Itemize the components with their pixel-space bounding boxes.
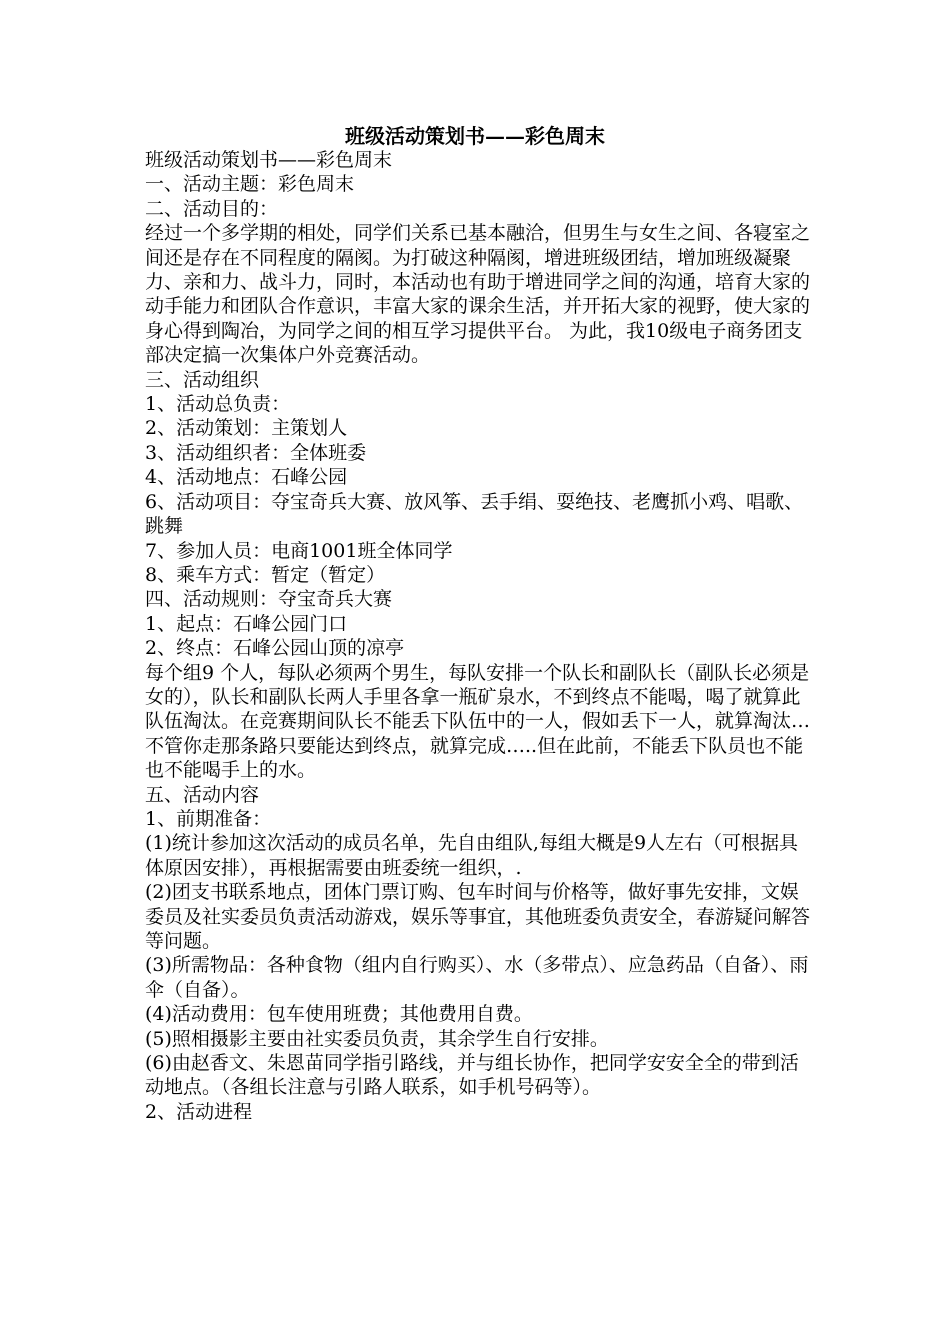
- paragraph-organization-heading: 三、活动组织: [145, 368, 260, 391]
- paragraph-org-items: 6、活动项目：夺宝奇兵大赛、放风筝、丢手绢、耍绝技、老鹰抓小鸡、唱歌、跳舞: [145, 490, 804, 538]
- paragraph-purpose-heading: 二、活动目的：: [145, 197, 279, 220]
- paragraph-org-organizer: 3、活动组织者：全体班委: [145, 441, 367, 464]
- paragraph-rules-text: 每个组9 个人，每队必须两个男生，每队安排一个队长和副队长（副队长必须是女的），队长和副队长两人手里各拿一瓶矿泉水，不到终点不能喝，喝了就算此队伍淘汰。在竞赛期间队长不能丢下队伍中的一人，假如丢下一人，就算淘汰…不管你走那条路只要能达到终点，就算完成…..但在此前，不能丢下队员也不能也不能喝手上的水。: [145, 661, 811, 782]
- paragraph-purpose-text: 经过一个多学期的相处，同学们关系已基本融洽，但男生与女生之间、各寝室之间还是存在不同程度的隔阂。为打破这种隔阂，增进班级团结，增加班级凝聚力、亲和力、战斗力，同时，本活动也有助于增进同学之间的沟通，培育大家的动手能力和团队合作意识，丰富大家的课余生活，并开拓大家的视野，使大家的身心得到陶冶，为同学之间的相互学习提供平台。 为此，我10级电子商务团支部决定搞一次集体户外竞赛活动。: [145, 222, 811, 367]
- document-title: 班级活动策划书——彩色周末: [345, 124, 605, 148]
- document-body: [145, 148, 810, 1124]
- paragraph-prep-6: (6)由赵香文、朱恩苗同学指引路线，并与组长协作，把同学安安全全的带到活动地点。（各组长注意与引路人联系，如手机号码等）。: [145, 1052, 799, 1099]
- paragraph-content-heading: 五、活动内容: [145, 783, 260, 806]
- paragraph-prep-4: (4)活动费用：包车使用班费；其他费用自费。: [145, 1003, 533, 1026]
- paragraph-theme: 一、活动主题：彩色周末: [145, 173, 355, 196]
- paragraph-rules-end: 2、终点：石峰公园山顶的凉亭: [145, 637, 405, 660]
- paragraph-prep-2: (2)团支书联系地点，团体门票订购、包车时间与价格等，做好事先安排，文娱委员及社实委员负责活动游戏，娱乐等事宜，其他班委负责安全，春游疑问解答等问题。: [145, 881, 811, 952]
- paragraph-org-leader: 1、活动总负责：: [145, 393, 291, 416]
- paragraph-org-location: 4、活动地点：石峰公园: [145, 466, 348, 489]
- paragraph-prep-1: (1)统计参加这次活动的成员名单，先自由组队,每组大概是9人左右（可根据具体原因安排），再根据需要由班委统一组织，.: [145, 832, 799, 879]
- paragraph-prep-3: (3)所需物品：各种食物（组内自行购买）、水（多带点）、应急药品（自备）、雨伞（自备）。: [145, 954, 809, 1001]
- paragraph-subtitle: 班级活动策划书——彩色周末: [145, 149, 393, 171]
- paragraph-rules-start: 1、起点：石峰公园门口: [145, 612, 348, 635]
- paragraph-prep-5: (5)照相摄影主要由社实委员负责，其余学生自行安排。: [145, 1027, 609, 1050]
- paragraph-rules-heading: 四、活动规则：夺宝奇兵大赛: [145, 588, 393, 611]
- paragraph-process-heading: 2、活动进程: [145, 1100, 253, 1123]
- paragraph-org-participants: 7、参加人员：电商1001班全体同学: [145, 539, 453, 562]
- paragraph-org-transport: 8、乘车方式：暂定（暂定）: [145, 563, 386, 586]
- paragraph-preparation-heading: 1、前期准备：: [145, 807, 272, 830]
- paragraph-org-planner: 2、活动策划：主策划人: [145, 417, 348, 440]
